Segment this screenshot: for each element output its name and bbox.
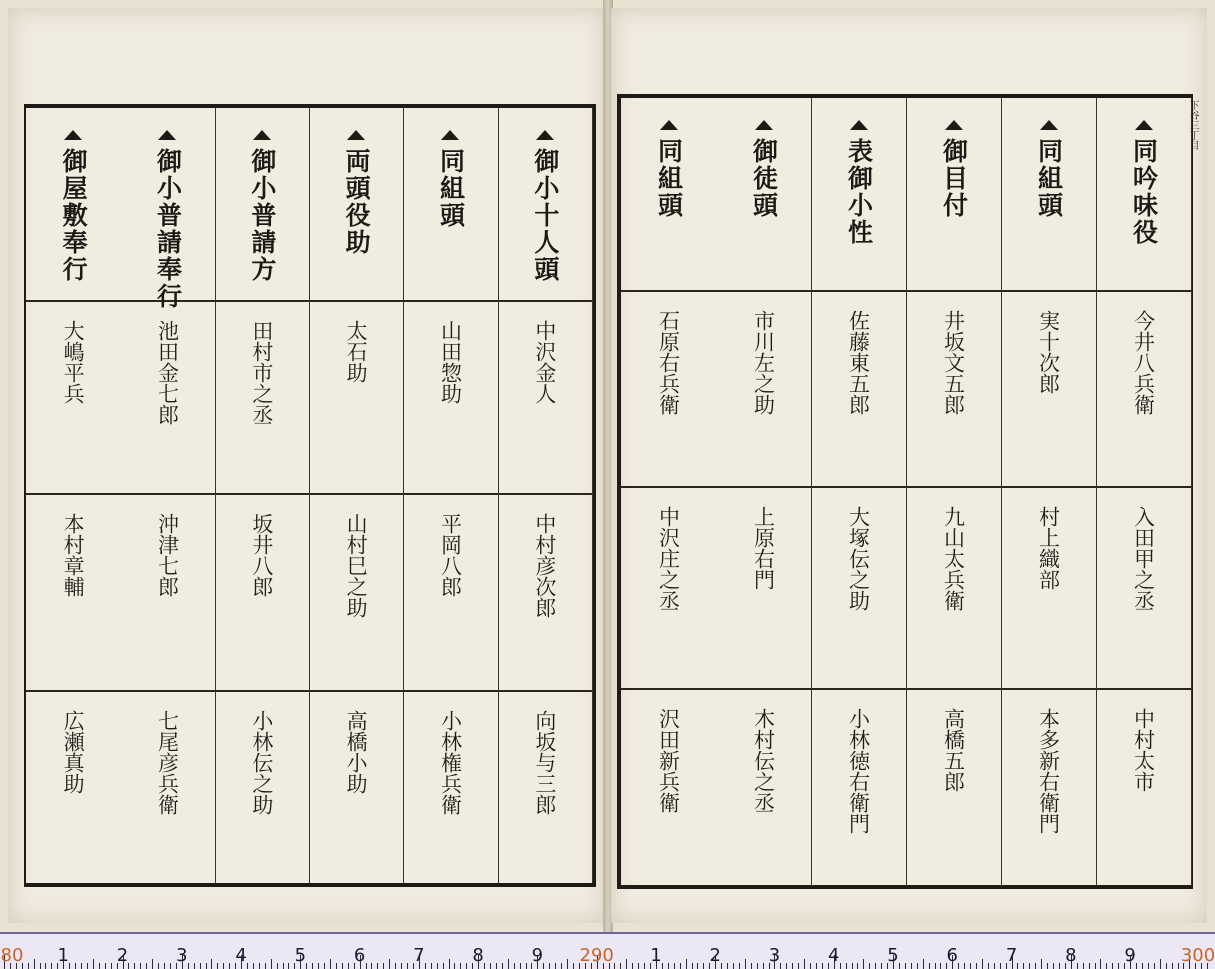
- ruler-tick: [318, 963, 319, 969]
- ruler-tick: [1035, 963, 1036, 969]
- ruler-label: 1: [57, 945, 69, 966]
- ruler-tick: [377, 963, 378, 969]
- ruler-tick: [158, 963, 159, 969]
- ruler-tick: [644, 963, 645, 969]
- official-name: 小林徳右衛門: [846, 708, 871, 834]
- ruler-tick: [1178, 963, 1179, 969]
- directory-column: [26, 108, 120, 883]
- official-name: 池田金七郎: [155, 320, 180, 425]
- triangle-mark-icon: [64, 130, 82, 140]
- ruler-tick: [466, 963, 467, 969]
- ruler-tick: [857, 963, 858, 969]
- ruler-tick: [1148, 963, 1149, 969]
- ruler-tick: [128, 963, 129, 969]
- triangle-mark-icon: [850, 120, 868, 130]
- ruler-tick: [1059, 963, 1060, 969]
- directory-column: [621, 98, 716, 885]
- measurement-ruler: [0, 932, 1215, 969]
- official-name: 向坂与三郎: [532, 710, 557, 815]
- office-title: 御目付: [939, 138, 969, 219]
- ruler-tick: [976, 963, 977, 969]
- ruler-tick: [982, 959, 983, 969]
- official-name: 大嶋平兵: [61, 320, 86, 404]
- ruler-tick: [93, 959, 94, 969]
- official-name: 石原右兵衛: [656, 310, 681, 415]
- ruler-label: 2: [116, 945, 129, 966]
- official-name: 広瀬真助: [61, 710, 86, 794]
- triangle-mark-icon: [253, 130, 271, 140]
- office-title: 同組頭: [654, 138, 684, 219]
- ruler-label: 3: [768, 945, 781, 966]
- ruler-tick: [1000, 963, 1001, 969]
- ruler-tick: [496, 963, 497, 969]
- ruler-tick: [1023, 963, 1024, 969]
- ruler-label: 8: [472, 945, 484, 966]
- ruler-tick: [431, 963, 432, 969]
- right-frame: [617, 94, 1193, 889]
- ruler-label: 6: [353, 945, 366, 966]
- official-name: 中村彦次郎: [532, 513, 557, 618]
- ruler-tick: [342, 963, 343, 969]
- ruler-tick: [75, 963, 76, 969]
- ruler-tick: [846, 963, 847, 969]
- directory-column: [716, 98, 812, 885]
- ruler-tick: [520, 963, 521, 969]
- office-title: 御小十人頭: [530, 148, 560, 283]
- ruler-tick: [336, 963, 337, 969]
- official-name: 村上織部: [1036, 506, 1061, 590]
- triangle-mark-icon: [347, 130, 365, 140]
- ruler-tick: [371, 963, 372, 969]
- ruler-tick: [28, 963, 29, 969]
- ruler-tick: [549, 963, 550, 969]
- ruler-tick: [792, 963, 793, 969]
- official-name: 中村太市: [1131, 708, 1156, 792]
- ruler-label: 300: [1180, 945, 1215, 966]
- ruler-tick: [822, 963, 823, 969]
- official-name: 山村巳之助: [344, 513, 369, 618]
- official-name: 高橋五郎: [941, 708, 966, 792]
- official-name: 上原右門: [751, 506, 776, 590]
- ruler-tick: [490, 963, 491, 969]
- directory-column: [309, 108, 404, 883]
- ruler-tick: [1053, 963, 1054, 969]
- ruler-tick: [140, 963, 141, 969]
- official-name: 大塚伝之助: [846, 506, 871, 611]
- office-title: 表御小性: [844, 138, 874, 246]
- ruler-tick: [194, 963, 195, 969]
- official-name: 実十次郎: [1036, 310, 1061, 394]
- official-name: 入田甲之丞: [1131, 506, 1156, 611]
- ruler-tick: [899, 963, 900, 969]
- ruler-tick: [1041, 959, 1042, 969]
- official-name: 井坂文五郎: [941, 310, 966, 415]
- triangle-mark-icon: [158, 130, 176, 140]
- ruler-tick: [763, 963, 764, 969]
- ruler-tick: [638, 963, 639, 969]
- ruler-tick: [940, 963, 941, 969]
- ruler-tick: [330, 959, 331, 969]
- ruler-tick: [526, 963, 527, 969]
- official-name: 山田惣助: [438, 320, 463, 404]
- ruler-tick: [1112, 963, 1113, 969]
- triangle-mark-icon: [536, 130, 554, 140]
- ruler-label: 4: [235, 945, 247, 966]
- ruler-tick: [561, 963, 562, 969]
- ruler-tick: [1077, 963, 1078, 969]
- directory-column: [120, 108, 215, 883]
- office-title: 同組頭: [436, 148, 466, 229]
- ruler-tick: [573, 963, 574, 969]
- official-name: 今井八兵衛: [1131, 310, 1156, 415]
- ruler-tick: [917, 963, 918, 969]
- ruler-label: 5: [887, 945, 899, 966]
- directory-column: [906, 98, 1002, 885]
- directory-column: [215, 108, 310, 883]
- ruler-tick: [460, 963, 461, 969]
- ruler-tick: [614, 963, 615, 969]
- ruler-tick: [1172, 963, 1173, 969]
- office-title: 御小普請奉行: [153, 148, 183, 310]
- ruler-tick: [69, 963, 70, 969]
- office-title: 両頭役助: [342, 148, 372, 256]
- directory-column: [811, 98, 907, 885]
- ruler-tick: [283, 963, 284, 969]
- ruler-tick: [1142, 963, 1143, 969]
- directory-column: [1096, 98, 1192, 885]
- ruler-tick: [200, 963, 201, 969]
- ruler-label: 3: [176, 945, 188, 966]
- ruler-tick: [721, 963, 722, 969]
- ruler-tick: [626, 959, 627, 969]
- official-name: 本村章輔: [61, 513, 86, 597]
- ruler-tick: [134, 963, 135, 969]
- ruler-tick: [454, 963, 455, 969]
- ruler-tick: [757, 963, 758, 969]
- ruler-tick: [988, 963, 989, 969]
- ruler-tick: [437, 963, 438, 969]
- directory-column: [403, 108, 498, 883]
- ruler-label: 2: [709, 945, 721, 966]
- ruler-label: 5: [294, 945, 307, 966]
- ruler-tick: [970, 963, 971, 969]
- ruler-label: 80: [0, 945, 24, 966]
- ruler-label: 7: [413, 945, 425, 966]
- ruler-tick: [40, 963, 41, 969]
- ruler-tick: [786, 963, 787, 969]
- ruler-tick: [407, 963, 408, 969]
- ruler-tick: [170, 963, 171, 969]
- left-page: [8, 8, 605, 923]
- ruler-tick: [271, 959, 272, 969]
- office-title: 同組頭: [1034, 138, 1064, 219]
- ruler-tick: [306, 963, 307, 969]
- directory-column: [1001, 98, 1097, 885]
- ruler-tick: [401, 963, 402, 969]
- ruler-label: 9: [1124, 945, 1136, 966]
- ruler-label: 4: [828, 945, 840, 966]
- ruler-tick: [383, 963, 384, 969]
- ruler-tick: [1154, 963, 1155, 969]
- office-title: 御徒頭: [749, 138, 779, 219]
- ruler-tick: [727, 963, 728, 969]
- official-name: 中沢金人: [532, 320, 557, 404]
- ruler-tick: [1160, 959, 1161, 969]
- ruler-tick: [935, 963, 936, 969]
- ruler-tick: [674, 963, 675, 969]
- ruler-tick: [395, 963, 396, 969]
- ruler-tick: [1047, 963, 1048, 969]
- ruler-tick: [923, 959, 924, 969]
- ruler-tick: [804, 959, 805, 969]
- ruler-tick: [514, 963, 515, 969]
- ruler-tick: [881, 963, 882, 969]
- ruler-tick: [958, 963, 959, 969]
- left-frame: [24, 104, 596, 887]
- triangle-mark-icon: [755, 120, 773, 130]
- triangle-mark-icon: [945, 120, 963, 130]
- ruler-tick: [253, 963, 254, 969]
- ruler-tick: [780, 963, 781, 969]
- ruler-tick: [1106, 963, 1107, 969]
- official-name: 高橋小助: [344, 710, 369, 794]
- ruler-tick: [620, 963, 621, 969]
- ruler-tick: [348, 963, 349, 969]
- office-title: 御屋敷奉行: [59, 148, 89, 283]
- ruler-tick: [288, 963, 289, 969]
- official-name: 本多新右衛門: [1036, 708, 1061, 834]
- ruler-label: 6: [946, 945, 959, 966]
- office-title: 同吟味役: [1129, 138, 1159, 246]
- ruler-tick: [229, 963, 230, 969]
- ruler-tick: [247, 963, 248, 969]
- ruler-tick: [502, 963, 503, 969]
- official-name: 平岡八郎: [438, 513, 463, 597]
- ruler-tick: [164, 963, 165, 969]
- right-columns: [621, 98, 1191, 885]
- ruler-tick: [223, 963, 224, 969]
- triangle-mark-icon: [441, 130, 459, 140]
- ruler-tick: [105, 963, 106, 969]
- ruler-tick: [111, 963, 112, 969]
- ruler-tick: [662, 963, 663, 969]
- ruler-tick: [211, 959, 212, 969]
- right-page: [611, 8, 1207, 923]
- official-name: 小林権兵衛: [438, 710, 463, 815]
- ruler-tick: [443, 963, 444, 969]
- ruler-tick: [152, 959, 153, 969]
- ruler-tick: [840, 963, 841, 969]
- ruler-label: 290: [579, 945, 614, 966]
- ruler-tick: [555, 963, 556, 969]
- ruler-tick: [680, 963, 681, 969]
- ruler-tick: [87, 963, 88, 969]
- ruler-tick: [1089, 963, 1090, 969]
- ruler-tick: [905, 963, 906, 969]
- official-name: 中沢庄之丞: [656, 506, 681, 611]
- ruler-tick: [875, 963, 876, 969]
- ruler-tick: [1100, 959, 1101, 969]
- official-name: 沖津七郎: [155, 513, 180, 597]
- directory-column: [498, 108, 593, 883]
- ruler-tick: [964, 963, 965, 969]
- ruler-tick: [733, 963, 734, 969]
- ruler-tick: [810, 963, 811, 969]
- ruler-tick: [51, 963, 52, 969]
- ruler-tick: [929, 963, 930, 969]
- ruler-tick: [1017, 963, 1018, 969]
- ruler-tick: [1029, 963, 1030, 969]
- ruler-tick: [739, 963, 740, 969]
- ruler-tick: [863, 959, 864, 969]
- ruler-tick: [632, 963, 633, 969]
- ruler-tick: [188, 963, 189, 969]
- ruler-tick: [686, 959, 687, 969]
- page-note: 下谷三丁目: [1187, 100, 1198, 150]
- official-name: 小林伝之助: [249, 710, 274, 815]
- ruler-tick: [994, 963, 995, 969]
- official-name: 九山太兵衛: [941, 506, 966, 611]
- ruler-tick: [312, 963, 313, 969]
- ruler-tick: [217, 963, 218, 969]
- official-name: 佐藤東五郎: [846, 310, 871, 415]
- ruler-label: 9: [531, 945, 544, 966]
- ruler-tick: [34, 959, 35, 969]
- ruler-tick: [277, 963, 278, 969]
- ruler-tick: [1083, 963, 1084, 969]
- official-name: 七尾彦兵衛: [155, 710, 180, 815]
- ruler-tick: [692, 963, 693, 969]
- ruler-tick: [543, 963, 544, 969]
- ruler-tick: [324, 963, 325, 969]
- official-name: 木村伝之丞: [751, 708, 776, 813]
- ruler-label: 7: [1005, 945, 1018, 966]
- ruler-tick: [869, 963, 870, 969]
- ruler-tick: [81, 963, 82, 969]
- triangle-mark-icon: [1135, 120, 1153, 130]
- ruler-tick: [1118, 963, 1119, 969]
- ruler-label: 8: [1065, 945, 1077, 966]
- left-columns: [26, 108, 592, 883]
- ruler-tick: [745, 959, 746, 969]
- ruler-tick: [798, 963, 799, 969]
- official-name: 坂井八郎: [249, 513, 274, 597]
- ruler-tick: [259, 963, 260, 969]
- ruler-tick: [911, 963, 912, 969]
- ruler-tick: [1095, 963, 1096, 969]
- ruler-tick: [366, 963, 367, 969]
- ruler-tick: [703, 963, 704, 969]
- ruler-tick: [206, 963, 207, 969]
- ruler-tick: [45, 963, 46, 969]
- official-name: 田村市之丞: [249, 320, 274, 425]
- ruler-tick: [508, 959, 509, 969]
- ruler-tick: [852, 963, 853, 969]
- triangle-mark-icon: [660, 120, 678, 130]
- official-name: 太石助: [344, 320, 369, 383]
- ruler-tick: [697, 963, 698, 969]
- official-name: 沢田新兵衛: [656, 708, 681, 813]
- official-name: 市川左之助: [751, 310, 776, 415]
- ruler-tick: [265, 963, 266, 969]
- ruler-tick: [146, 963, 147, 969]
- ruler-tick: [99, 963, 100, 969]
- ruler-tick: [567, 959, 568, 969]
- ruler-tick: [389, 959, 390, 969]
- ruler-tick: [816, 963, 817, 969]
- ruler-tick: [425, 963, 426, 969]
- ruler-label: 1: [650, 945, 662, 966]
- office-title: 御小普請方: [247, 148, 277, 283]
- ruler-tick: [1166, 963, 1167, 969]
- ruler-tick: [668, 963, 669, 969]
- triangle-mark-icon: [1040, 120, 1058, 130]
- ruler-tick: [1136, 963, 1137, 969]
- ruler-tick: [484, 963, 485, 969]
- ruler-tick: [751, 963, 752, 969]
- ruler-tick: [449, 959, 450, 969]
